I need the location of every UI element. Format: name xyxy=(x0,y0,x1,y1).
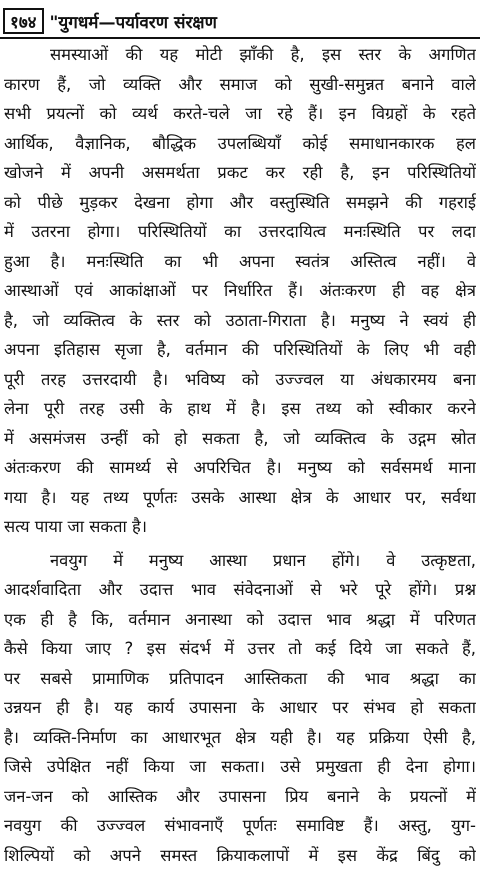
text-line: लेना पूरी तरह उसी के हाथ में है। इस तथ्य को स्वीकार करने xyxy=(4,394,476,424)
text-line: सत्य पाया जा सकता है। xyxy=(4,512,476,542)
text-line: कारण हैं, जो व्यक्ति और समाज को सुखी-समुन्नत बनाने वाले xyxy=(4,70,476,100)
paragraph xyxy=(4,40,476,542)
paragraph xyxy=(4,546,476,870)
running-head: "युगधर्म—पर्यावरण संरक्षण xyxy=(50,10,217,33)
page-number: १७४ xyxy=(3,8,44,34)
text-line: आस्थाओं एवं आकांक्षाओं पर निर्धारित हैं। अंतःकरण ही वह क्षेत्र xyxy=(4,276,476,306)
text-line: नवयुग में मनुष्य आस्था प्रधान होंगे। वे उत्कृष्टता, xyxy=(4,546,476,576)
text-line: जन-जन को आस्तिक और उपासना प्रिय बनाने के प्रयत्नों में xyxy=(4,782,476,812)
text-line: समस्याओं की यह मोटी झाँकी है, इस स्तर के अगणित xyxy=(4,40,476,70)
header-rule xyxy=(0,37,480,39)
text-line: गया है। यह तथ्य पूर्णतः उसके आस्था क्षेत्र के आधार पर, सर्वथा xyxy=(4,483,476,513)
text-line: उन्नयन ही है। यह कार्य उपासना के आधार पर संभव हो सकता xyxy=(4,693,476,723)
text-line: आर्थिक, वैज्ञानिक, बौद्धिक उपलब्धियाँ कोई समाधानकारक हल xyxy=(4,129,476,159)
text-line: में उतरना होगा। परिस्थितियों का उत्तरदायित्व मनःस्थिति पर लदा xyxy=(4,217,476,247)
text-line: एक ही है कि, वर्तमान अनास्था को उदात्त भाव श्रद्धा में परिणत xyxy=(4,605,476,635)
text-line: जिसे उपेक्षित नहीं किया जा सकता। उसे प्रमुखता ही देना होगा। xyxy=(4,752,476,782)
body-text xyxy=(4,40,476,870)
page-header xyxy=(3,6,475,36)
text-line: अंतःकरण की सामर्थ्य से अपरिचित है। मनुष्य को सर्वसमर्थ माना xyxy=(4,453,476,483)
text-line: आदर्शवादिता और उदात्त भाव संवेदनाओं से भरे पूरे होंगे। प्रश्न xyxy=(4,575,476,605)
text-line: पूरी तरह उत्तरदायी है। भविष्य को उज्ज्वल या अंधकारमय बना xyxy=(4,365,476,395)
text-line: नवयुग की उज्ज्वल संभावनाएँ पूर्णतः समाविष्ट हैं। अस्तु, युग- xyxy=(4,811,476,841)
text-line: कैसे किया जाए ? इस संदर्भ में उत्तर तो कई दिये जा सकते हैं, xyxy=(4,634,476,664)
text-line: शिल्पियों को अपने समस्त क्रियाकलापों में इस केंद्र बिंदु को xyxy=(4,841,476,870)
text-line: हुआ है। मनःस्थिति का भी अपना स्वतंत्र अस्तित्व नहीं। वे xyxy=(4,247,476,277)
text-line: पर सबसे प्रामाणिक प्रतिपादन आस्तिकता की भाव श्रद्धा का xyxy=(4,664,476,694)
text-line: खोजने में अपनी असमर्थता प्रकट कर रही है, इन परिस्थितियों xyxy=(4,158,476,188)
text-line: में असमंजस उन्हीं को हो सकता है, जो व्यक्तित्व के उद्गम स्रोत xyxy=(4,424,476,454)
text-line: है, जो व्यक्तित्व के स्तर को उठाता-गिराता है। मनुष्य ने स्वयं ही xyxy=(4,306,476,336)
text-line: सभी प्रयत्नों को व्यर्थ करते-चले जा रहे हैं। इन विग्रहों के रहते xyxy=(4,99,476,129)
text-line: अपना इतिहास सृजा है, वर्तमान की परिस्थितियों के लिए भी वही xyxy=(4,335,476,365)
text-line: है। व्यक्ति-निर्माण का आधारभूत क्षेत्र यही है। यह प्रक्रिया ऐसी है, xyxy=(4,723,476,753)
text-line: को पीछे मुड़कर देखना होगा और वस्तुस्थिति समझने की गहराई xyxy=(4,188,476,218)
